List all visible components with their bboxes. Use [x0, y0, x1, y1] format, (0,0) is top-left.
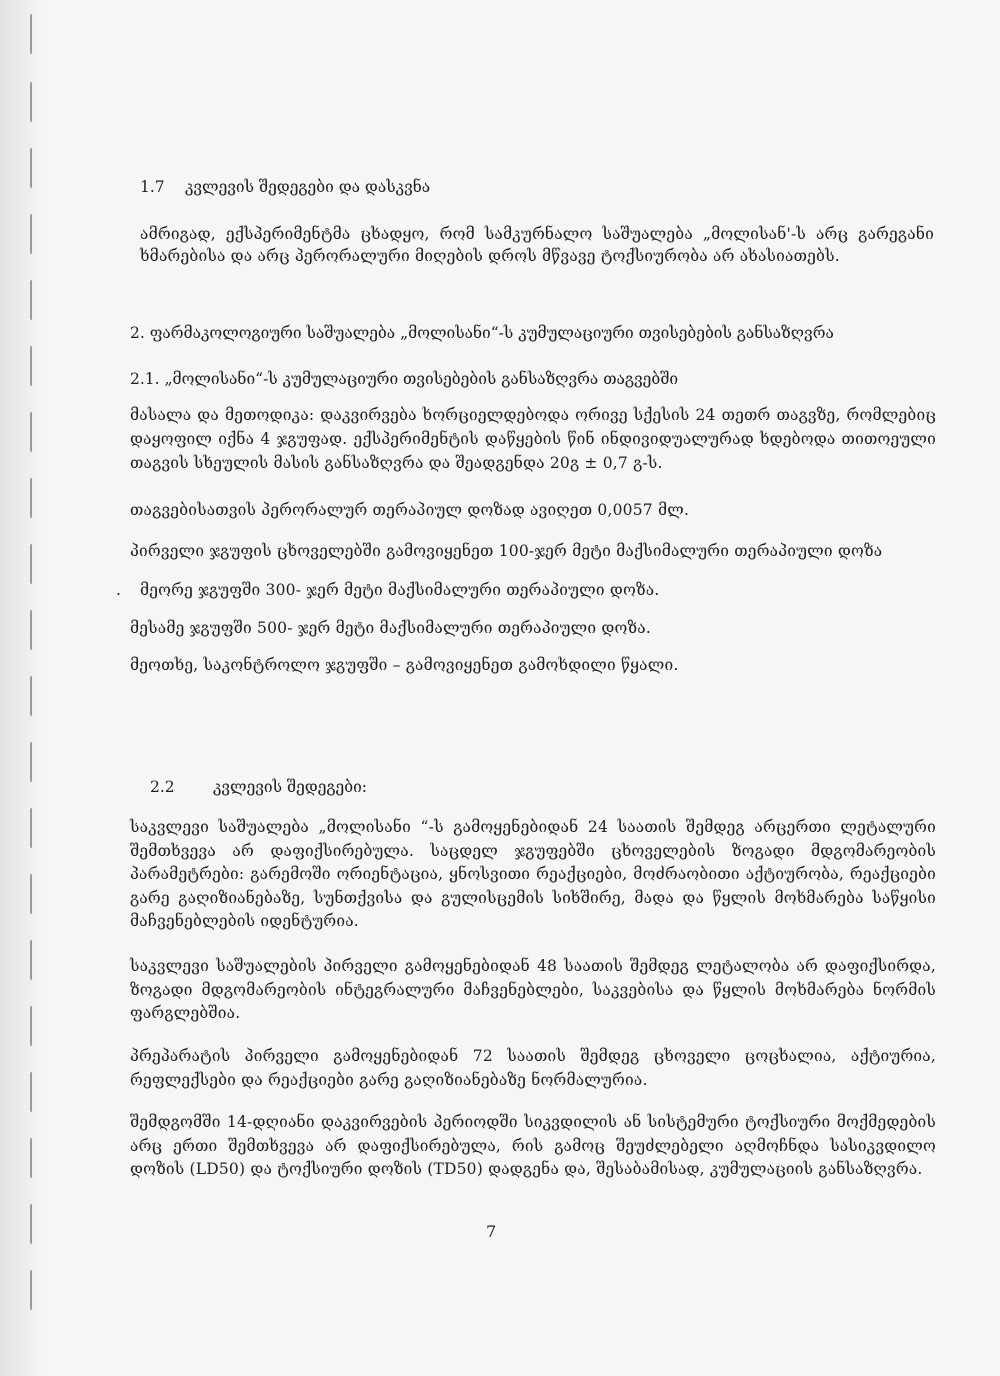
paragraph: თაგვებისათვის პერორალურ თერაპიულ დოზად ავიღეთ 0,0057 მლ.: [130, 501, 690, 519]
list-marker: .: [116, 581, 122, 599]
group-1-text: პირველი ჯგუფის ცხოველებში გამოვიყენეთ 100-ჯერ მეტი მაქსიმალური თერაპიული დოზა: [130, 542, 883, 560]
paragraph: პრეპარატის პირველი გამოყენებიდან 72 საათის შემდეგ ცხოველი ცოცხალია, აქტიურია, რეფლექსები და რეაქციები გარე გაღიზიანებაზე ნორმალურია.: [130, 1047, 936, 1089]
section-number: 1.7: [140, 178, 165, 196]
paragraph: საკვლევი საშუალების პირველი გამოყენებიდან 48 საათის შემდეგ ლეტალობა არ დაფიქსირდა, ზოგადი მდგომარეობის ინტეგრალური მაჩვენებლები, საკვებისა და წყლის მოხმარება ნორმის ფარგლებშია.: [130, 957, 936, 1022]
page-number: 7: [486, 1222, 497, 1241]
section-2-1-heading: 2.1. „მოლისანი“-ს კუმულაციური თვისებების განსაზღვრა თაგვებში: [130, 370, 679, 388]
section-number: 2.2: [150, 778, 175, 796]
paragraph: ამრიგად, ექსპერიმენტმა ცხადყო, რომ სამკურნალო საშუალება „მოლისან'-ს არც გარეგანი ხმარებისა და არც პერორალური მიღების დროს მწვავე ტოქსიურობა არ ახასიათებს.: [140, 225, 934, 265]
group-4-text: მეოთხე, საკონტროლო ჯგუფში – გამოვიყენეთ გამოხდილი წყალი.: [130, 656, 679, 674]
section-2-2-heading: [150, 776, 367, 798]
section-title: კვლევის შედეგები:: [212, 778, 367, 796]
paragraph: შემდგომში 14-დღიანი დაკვირვების პერიოდში სიკვდილის ან სისტემური ტოქსიური მოქმედების არც ერთი შემთხვევა არ დაფიქსირებულა, რის გამოც შეუძლებელი აღმოჩნდა სასიკვდილო დოზის (LD50) და ტოქსიური დოზის (TD50) დადგენა და, შესაბამისად, კუმულაციის განსაზღვრა.: [130, 1113, 936, 1178]
paragraph: მასალა და მეთოდიკა: დაკვირვება ხორციელდებოდა ორივე სქესის 24 თეთრ თაგვზე, რომლებიც დაყოფილ იქნა 4 ჯგუფად. ექსპერიმენტის დაწყების წინ ინდივიდუალურად ხდებოდა თითოეული თაგვის სხეულის მასის განსაზღვრა და შეადგენდა 20გ ± 0,7 გ-ს.: [130, 406, 936, 472]
group-3-text: მესამე ჯგუფში 500- ჯერ მეტი მაქსიმალური თერაპიული დოზა.: [130, 619, 651, 637]
paragraph: საკვლევი საშუალება „მოლისანი “-ს გამოყენებიდან 24 საათის შემდეგ არცერთი ლეტალური შემთხვევა არ დაფიქსირებულა. საცდელ ჯგუფებში ცხოველების ზოგადი მდგომარეობის პარამეტრები: გარემოში ორიენტაცია, ყნოსვითი რეაქციები, მოძრაობითი აქტიურობა, რეაქციები გარე გაღიზიანებაზე, სუნთქვისა და გულისცემის სიხშირე, მადა და წყლის მოხმარება საწყისი მაჩვენებლების იდენტურია.: [130, 818, 936, 930]
section-1-7-heading: [140, 176, 430, 198]
group-2-text: მეორე ჯგუფში 300- ჯერ მეტი მაქსიმალური თერაპიული დოზა.: [140, 581, 660, 599]
section-2-heading: 2. ფარმაკოლოგიური საშუალება „მოლისანი“-ს კუმულაციური თვისებების განსაზღვრა: [130, 324, 834, 342]
section-title: კვლევის შედეგები და დასკვნა: [184, 178, 431, 196]
